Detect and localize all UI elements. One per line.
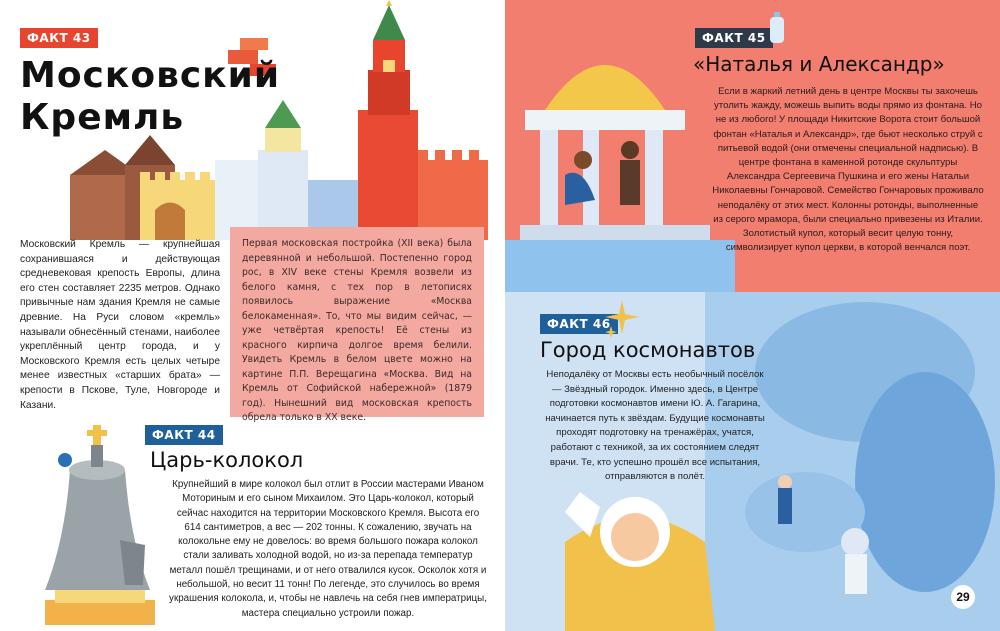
fact-43-title xyxy=(20,55,280,139)
page-number: 29 xyxy=(951,585,975,609)
title-line-1: Московский xyxy=(20,55,281,96)
fact-44-text: Крупнейший в мире колокол был отлит в России мастерами Иваном Моториным и его сыном Михаилом. Это Царь-колокол, который сейчас находится на территории Московского Кремля. Высота его 614 сантиметров, а вес — 202 тонны. К сожалению, звучать на колокольне ему не довелось: во время большого пожара колокол стали заливать холодной водой, но из-за перепада температур металл пошёл трещинами, и от него отвалился кусок. Осколок хотя и небольшой, но весит 11 тонн! По легенде, это случилось во время украшения колокола, и, чтобы не навлечь на себя гнев императрицы, мастера специально устроили пожар. xyxy=(169,479,487,619)
fact-45-title: «Наталья и Александр» xyxy=(693,52,945,76)
right-bottom-section xyxy=(505,292,1000,631)
fact-46-badge: ФАКТ 46 xyxy=(540,314,618,334)
bottle-icon xyxy=(767,12,787,44)
tsar-bell-illustration xyxy=(25,420,165,625)
sparkle-icon xyxy=(605,300,639,340)
fact-43-badge: ФАКТ 43 xyxy=(20,28,98,48)
fact-45-badge: ФАКТ 45 xyxy=(695,28,773,48)
fact-44-badge: ФАКТ 44 xyxy=(145,425,223,445)
fact-44-title: Царь-колокол xyxy=(150,448,304,472)
fact-46-text: Неподалёку от Москвы есть необычный посёлок — Звёздный городок. Именно здесь, в Центре подготовки космонавтов имени Ю. А. Гагарина, начинается путь к звёздам. Будущие космонавты проходят подготовку на тренажёрах, учатся, работают с техникой, за их состоянием следят врачи. Те, кто успешно прошёл все испытания, отправляются в полёт. xyxy=(545,369,765,483)
fact-45-text: Если в жаркий летний день в центре Москвы ты захочешь утолить жажду, можешь выпить воды прямо из фонтана. Но не из любого! У площади Никитские Ворота стоит большой фонтан «Наталья и Александр», где бьют несколько струй с питьевой водой (они отмечены специальной надписью). В центре фонтана в каменной ротонде скульптуры Александра Сергеевича Пушкина и его жены Натальи Николаевны Гончаровой. Семейство Гончаровых проживало неподалёку от этих мест. Колонны ротонды, выполненные из серого мрамора, были специально привезены из Италии. Золотистый купол, который весит целую тонну, символизирует купол церкви, в которой венчался поэт. xyxy=(712,86,984,254)
right-top-section xyxy=(505,0,1000,292)
title-line-2: Кремль xyxy=(20,97,185,138)
fact-43-text: Московский Кремль — крупнейшая сохранившаяся и действующая средневековая крепость Европы, длина его стен составляет 2235 метров. Однако привычные нам здания Кремля не самые древние. На Руси словом «кремль» называли обнесённый стенами, наиболее укреплённый центр города, и у Московского Кремля есть целых четыре менее известных «старших брата» — крепости в Пскове, Туле, Новгороде и Казани. xyxy=(20,239,220,411)
fact-43-box: Первая московская постройка (XII века) была деревянной и небольшой. Постепенно город рос, в XIV веке стены Кремля возвели из белого камня, с тех пор в летописях появилось выражение «Москва белокаменная». То, что мы видим сейчас, — уже четвёртая крепость! Её стены из красного кирпича долгое время белили. Увидеть Кремль в белом цвете можно на картине П.П. Верещагина «Москва. Вид на Кремль от Софийской набережной» (1879 год). Нынешний вид московская крепость обрела только в XX веке. xyxy=(230,227,484,417)
fact-46-title: Город космонавтов xyxy=(540,338,756,362)
